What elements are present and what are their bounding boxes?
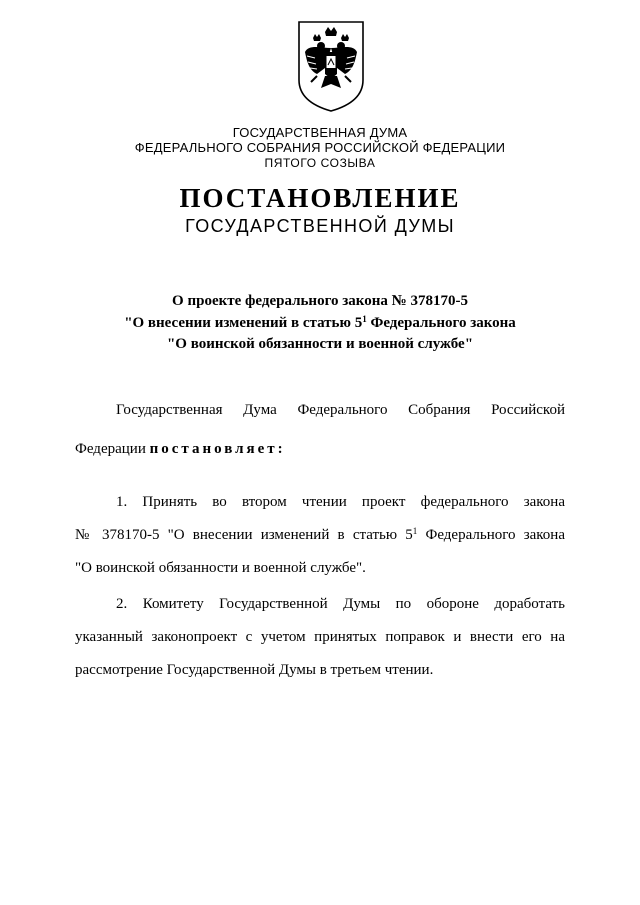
document-subtitle: ГОСУДАРСТВЕННОЙ ДУМЫ bbox=[185, 216, 455, 236]
header-line-1: ГОСУДАРСТВЕННАЯ ДУМА bbox=[232, 125, 408, 140]
item-1-line-2-post: Федерального закона bbox=[417, 527, 565, 543]
subject-superscript: 1 bbox=[362, 314, 367, 324]
header-line-2: ФЕДЕРАЛЬНОГО СОБРАНИЯ РОССИЙСКОЙ ФЕДЕРАЦИИ bbox=[134, 140, 506, 155]
item-2-line-3: рассмотрение Государственной Думы в третьем чтении. bbox=[75, 662, 434, 678]
subject-line-2-post: Федерального закона bbox=[366, 315, 516, 331]
item-1-line-2 bbox=[75, 527, 565, 544]
subject-line-2 bbox=[0, 315, 640, 332]
preamble-verb: постановляет: bbox=[149, 441, 286, 457]
header-line-3: ПЯТОГО СОЗЫВА bbox=[264, 156, 376, 170]
item-1-line-2-pre: № 378170-5 "О внесении изменений в статью 5 bbox=[75, 527, 413, 543]
item-1-superscript: 1 bbox=[412, 526, 418, 536]
preamble-line-1: Государственная Дума Федерального Собрания Российской bbox=[116, 402, 565, 418]
document-title: ПОСТАНОВЛЕНИЕ bbox=[179, 183, 461, 213]
item-1-line-1: 1. Принять во втором чтении проект федерального закона bbox=[116, 494, 565, 510]
item-2-line-2: указанный законопроект с учетом принятых поправок и внести его на bbox=[75, 629, 565, 645]
preamble-line-2 bbox=[75, 441, 286, 458]
subject-line-2-pre: "О внесении изменений в статью 5 bbox=[124, 315, 363, 331]
preamble-line-2-pre: Федерации bbox=[75, 441, 150, 457]
item-2-line-1: 2. Комитету Государственной Думы по обороне доработать bbox=[116, 596, 565, 612]
subject-line-1: О проекте федерального закона № 378170-5 bbox=[172, 293, 468, 309]
subject-line-3: "О воинской обязанности и военной службе" bbox=[166, 336, 474, 352]
item-1-line-3: "О воинской обязанности и военной службе". bbox=[75, 560, 366, 576]
coat-of-arms-icon bbox=[295, 18, 367, 114]
